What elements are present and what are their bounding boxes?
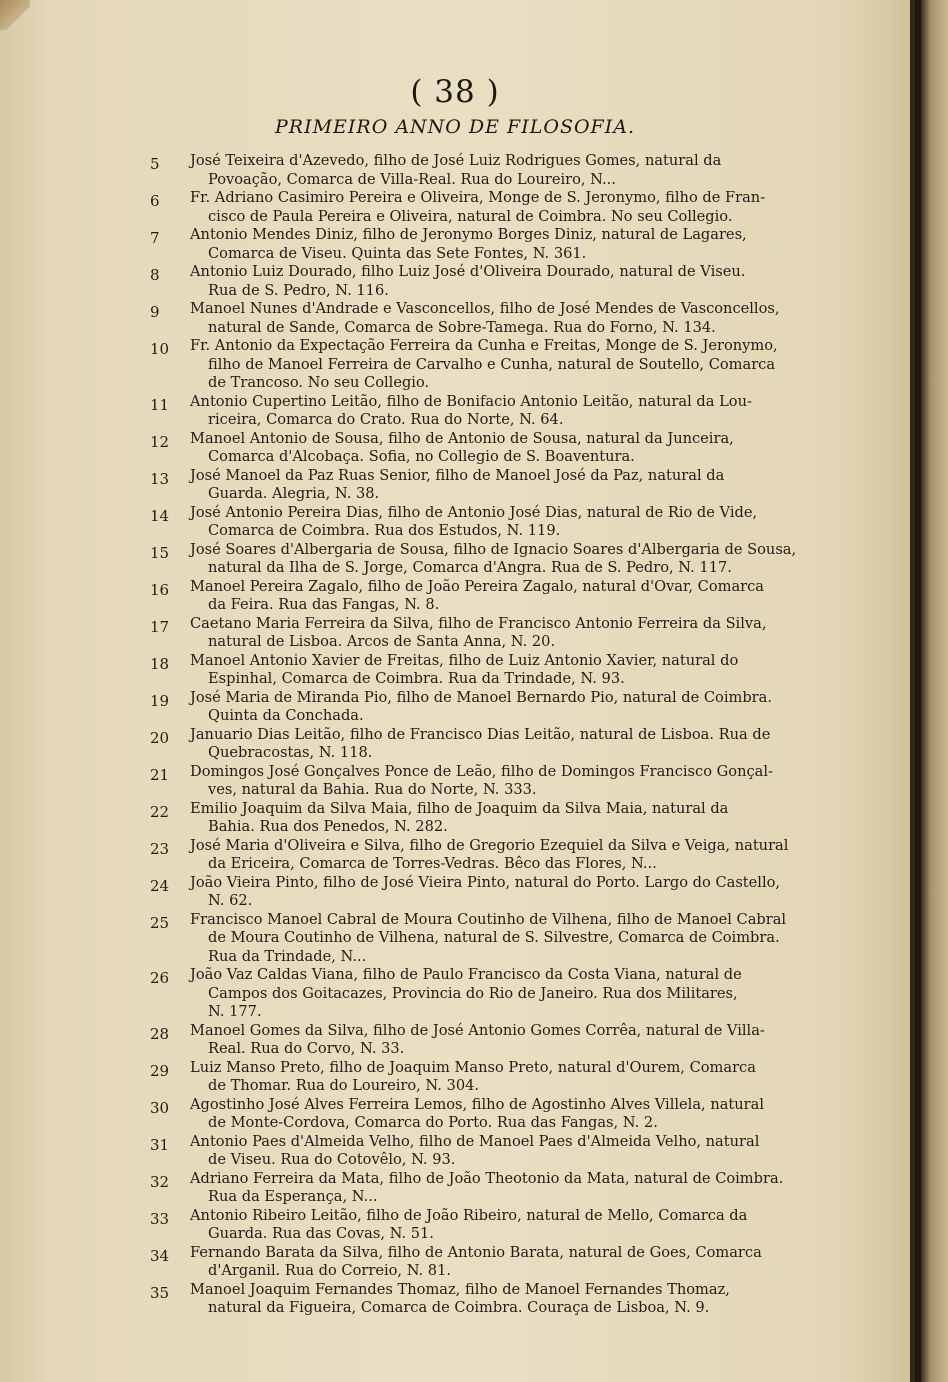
list-item	[0, 393, 778, 430]
entry-text-line: Emilio Joaquim da Silva Maia, filho de Joaquim da Silva Maia, natural da	[190, 799, 729, 817]
entry-number: 9	[150, 303, 160, 321]
entry-text-line: riceira, Comarca do Crato. Rua do Norte, N. 64.	[208, 411, 564, 428]
page-corner	[0, 0, 30, 30]
entry-text-line: Guarda. Alegria, N. 38.	[208, 485, 380, 502]
entry-text-line: Bahia. Rua dos Penedos, N. 282.	[208, 818, 448, 835]
entry-number: 11	[150, 395, 170, 414]
list-item	[0, 800, 778, 837]
entry-number: 14	[150, 506, 170, 525]
list-item	[0, 540, 797, 578]
entry-text-line: José Maria de Miranda Pio, filho de Manoel Bernardo Pio, natural de Coimbra.	[190, 688, 772, 706]
entry-number: 31	[150, 1135, 170, 1154]
list-item	[0, 300, 778, 337]
entry-text-line: Rua da Trindade, N...	[208, 947, 367, 965]
entry-text-line: filho de Manoel Ferreira de Carvalho e Cunha, natural de Soutello, Comarca	[208, 355, 776, 373]
entry-text-line: Campos dos Goitacazes, Provincia do Rio de Janeiro. Rua dos Militares,	[208, 984, 738, 1002]
entry-text-line: natural da Ilha de S. Jorge, Comarca d'Angra. Rua de S. Pedro, N. 117.	[208, 559, 732, 576]
entry-text-line: N. 62.	[208, 892, 253, 909]
list-item	[0, 1022, 778, 1059]
entry-number: 12	[150, 432, 170, 451]
entry-text-line: Antonio Paes d'Almeida Velho, filho de Manoel Paes d'Almeida Velho, natural	[190, 1132, 760, 1150]
entry-text-line: ves, natural da Bahia. Rua do Norte, N. 333.	[208, 781, 537, 798]
list-item	[0, 1169, 784, 1207]
entry-text-line: Espinhal, Comarca de Coimbra. Rua da Trindade, N. 93.	[208, 670, 625, 687]
entry-number: 17	[150, 617, 170, 636]
entry-text-line: Adriano Ferreira da Mata, filho de João Theotonio da Mata, natural de Coimbra.	[190, 1169, 784, 1187]
list-item	[0, 873, 781, 911]
entry-text-line: Luiz Manso Preto, filho de Joaquim Manso Preto, natural d'Ourem, Comarca	[190, 1058, 756, 1076]
list-item	[0, 152, 778, 189]
entry-text-line: Agostinho José Alves Ferreira Lemos, filho de Agostinho Alves Villela, natural	[190, 1095, 765, 1113]
entry-text-line: Povoação, Comarca de Villa-Real. Rua do Loureiro, N...	[208, 170, 616, 188]
entry-number: 21	[150, 765, 170, 784]
entry-text-line: Caetano Maria Ferreira da Silva, filho de Francisco Antonio Ferreira da Silva,	[190, 614, 767, 632]
entry-text-line: José Soares d'Albergaria de Sousa, filho de Ignacio Soares d'Albergaria de Sousa,	[190, 540, 797, 558]
list-item	[0, 763, 778, 800]
list-item	[0, 1096, 778, 1133]
entry-text-line: João Vaz Caldas Viana, filho de Paulo Francisco da Costa Viana, natural de	[190, 966, 742, 983]
entry-text-line: Quinta da Conchada.	[208, 707, 364, 724]
entry-text-line: Rua da Esperança, N...	[208, 1188, 378, 1205]
entry-text-line: Manoel Antonio Xavier de Freitas, filho de Luiz Antonio Xavier, natural do	[190, 651, 739, 669]
entry-text-line: Antonio Cupertino Leitão, filho de Bonifacio Antonio Leitão, natural da Lou-	[190, 392, 752, 410]
entry-text-line: Comarca de Viseu. Quinta das Sete Fontes, N. 361.	[208, 244, 587, 262]
entry-text-line: Manoel Joaquim Fernandes Thomaz, filho de Manoel Fernandes Thomaz,	[190, 1280, 730, 1298]
entry-number: 32	[150, 1172, 170, 1191]
entry-text-line: Francisco Manoel Cabral de Moura Coutinho de Vilhena, filho de Manoel Cabral	[190, 910, 787, 928]
entry-number: 10	[150, 340, 170, 358]
list-item	[0, 689, 778, 726]
list-item	[0, 1133, 778, 1170]
entry-number: 22	[150, 802, 170, 821]
entry-number: 19	[150, 691, 170, 710]
entry-text-line: da Feira. Rua das Fangas, N. 8.	[208, 596, 440, 613]
entry-text-line: natural de Lisboa. Arcos de Santa Anna, N. 20.	[208, 633, 556, 650]
entry-text-line: de Moura Coutinho de Vilhena, natural de S. Silvestre, Comarca de Coimbra.	[208, 929, 780, 946]
entry-number: 6	[150, 192, 160, 210]
entry-number: 7	[150, 229, 160, 247]
entry-text-line: José Teixeira d'Azevedo, filho de José Luiz Rodrigues Gomes, natural da	[190, 152, 722, 169]
entry-text-line: cisco de Paula Pereira e Oliveira, natural de Coimbra. No seu Collegio.	[208, 207, 733, 225]
entry-text-line: Fr. Adriano Casimiro Pereira e Oliveira, Monge de S. Jeronymo, filho de Fran-	[190, 189, 766, 206]
list-item	[0, 652, 778, 689]
list-item	[0, 1207, 778, 1244]
entry-number: 26	[150, 969, 170, 987]
entry-text-line: Fernando Barata da Silva, filho de Antonio Barata, natural de Goes, Comarca	[190, 1243, 762, 1261]
list-item	[0, 1244, 778, 1281]
list-item	[0, 726, 778, 763]
entry-number: 18	[150, 654, 170, 673]
entry-text-line: de Thomar. Rua do Loureiro, N. 304.	[208, 1077, 480, 1094]
entry-number: 15	[150, 543, 170, 562]
entry-number: 34	[150, 1246, 170, 1265]
list-item	[0, 263, 778, 300]
entry-text-line: Antonio Mendes Diniz, filho de Jeronymo Borges Diniz, natural de Lagares,	[190, 226, 747, 243]
list-item	[0, 504, 778, 541]
entry-number: 5	[150, 155, 160, 173]
entry-text-line: de Viseu. Rua do Cotovêlo, N. 93.	[208, 1151, 456, 1168]
entry-text-line: natural da Figueira, Comarca de Coimbra. Couraça de Lisboa, N. 9.	[208, 1299, 710, 1316]
entry-text-line: Manoel Antonio de Sousa, filho de Antonio de Sousa, natural da Junceira,	[190, 429, 734, 447]
entry-text-line: Guarda. Rua das Covas, N. 51.	[208, 1225, 434, 1242]
entry-text-line: Real. Rua do Corvo, N. 33.	[208, 1040, 405, 1057]
list-item	[0, 1281, 778, 1318]
entry-text-line: da Ericeira, Comarca de Torres-Vedras. Bêco das Flores, N...	[208, 855, 657, 872]
list-item	[0, 910, 787, 967]
entry-number: 35	[150, 1283, 170, 1302]
entry-text-line: Manoel Nunes d'Andrade e Vasconcellos, filho de José Mendes de Vasconcellos,	[190, 300, 780, 317]
entry-text-line: Rua de S. Pedro, N. 116.	[208, 281, 389, 299]
entry-text-line: de Monte-Cordova, Comarca do Porto. Rua das Fangas, N. 2.	[208, 1114, 658, 1131]
entry-number: 25	[150, 913, 170, 932]
entry-number: 30	[150, 1098, 170, 1117]
entry-text-line: José Manoel da Paz Ruas Senior, filho de Manoel José da Paz, natural da	[190, 466, 725, 484]
entry-text-line: N. 177.	[208, 1003, 262, 1020]
entry-text-line: Comarca de Coimbra. Rua dos Estudos, N. 119.	[208, 522, 561, 539]
entry-number: 29	[150, 1061, 170, 1080]
entry-text-line: José Antonio Pereira Dias, filho de Antonio José Dias, natural de Rio de Vide,	[190, 503, 758, 521]
entry-text-line: Comarca d'Alcobaça. Sofia, no Collegio de S. Boaventura.	[208, 448, 635, 465]
entry-number: 24	[150, 876, 170, 895]
list-item	[0, 966, 778, 1022]
section-heading: PRIMEIRO ANNO DE FILOSOFIA.	[274, 116, 635, 138]
list-item	[0, 467, 778, 504]
entry-number: 23	[150, 839, 170, 858]
entry-number: 28	[150, 1024, 170, 1043]
list-item	[0, 189, 778, 226]
entry-text-line: João Vieira Pinto, filho de José Vieira Pinto, natural do Porto. Largo do Castello,	[190, 873, 781, 891]
entry-text-line: Domingos José Gonçalves Ponce de Leão, filho de Domingos Francisco Gonçal-	[190, 762, 773, 780]
list-item	[0, 615, 778, 652]
list-item	[0, 1059, 778, 1096]
entry-text-line: Januario Dias Leitão, filho de Francisco Dias Leitão, natural de Lisboa. Rua de	[190, 725, 771, 743]
entry-text-line: Manoel Gomes da Silva, filho de José Antonio Gomes Corrêa, natural de Villa-	[190, 1021, 765, 1039]
page-number: ( 38 )	[410, 74, 500, 110]
entry-list	[0, 152, 910, 1318]
entry-text-line: d'Arganil. Rua do Correio, N. 81.	[208, 1262, 452, 1279]
entry-text-line: natural de Sande, Comarca de Sobre-Tamega. Rua do Forno, N. 134.	[208, 318, 716, 336]
list-item	[0, 337, 778, 393]
entry-text-line: Quebracostas, N. 118.	[208, 744, 373, 761]
entry-number: 13	[150, 469, 170, 488]
entry-number: 33	[150, 1209, 170, 1228]
binding-shadow	[915, 0, 921, 1382]
list-item	[0, 836, 789, 874]
entry-text-line: Antonio Luiz Dourado, filho Luiz José d'Oliveira Dourado, natural de Viseu.	[190, 263, 746, 280]
entry-number: 20	[150, 728, 170, 747]
entry-text-line: Manoel Pereira Zagalo, filho de João Pereira Zagalo, natural d'Ovar, Comarca	[190, 577, 765, 595]
entry-text-line: José Maria d'Oliveira e Silva, filho de Gregorio Ezequiel da Silva e Veiga, natural	[190, 836, 789, 854]
entry-number: 8	[150, 266, 160, 284]
entry-text-line: Antonio Ribeiro Leitão, filho de João Ribeiro, natural de Mello, Comarca da	[190, 1206, 748, 1224]
entry-text-line: Fr. Antonio da Expectação Ferreira da Cunha e Freitas, Monge de S. Jeronymo,	[190, 337, 778, 354]
entry-text-line: de Trancoso. No seu Collegio.	[208, 374, 430, 391]
entry-number: 16	[150, 580, 170, 599]
list-item	[0, 430, 778, 467]
list-item	[0, 226, 778, 263]
list-item	[0, 578, 778, 615]
